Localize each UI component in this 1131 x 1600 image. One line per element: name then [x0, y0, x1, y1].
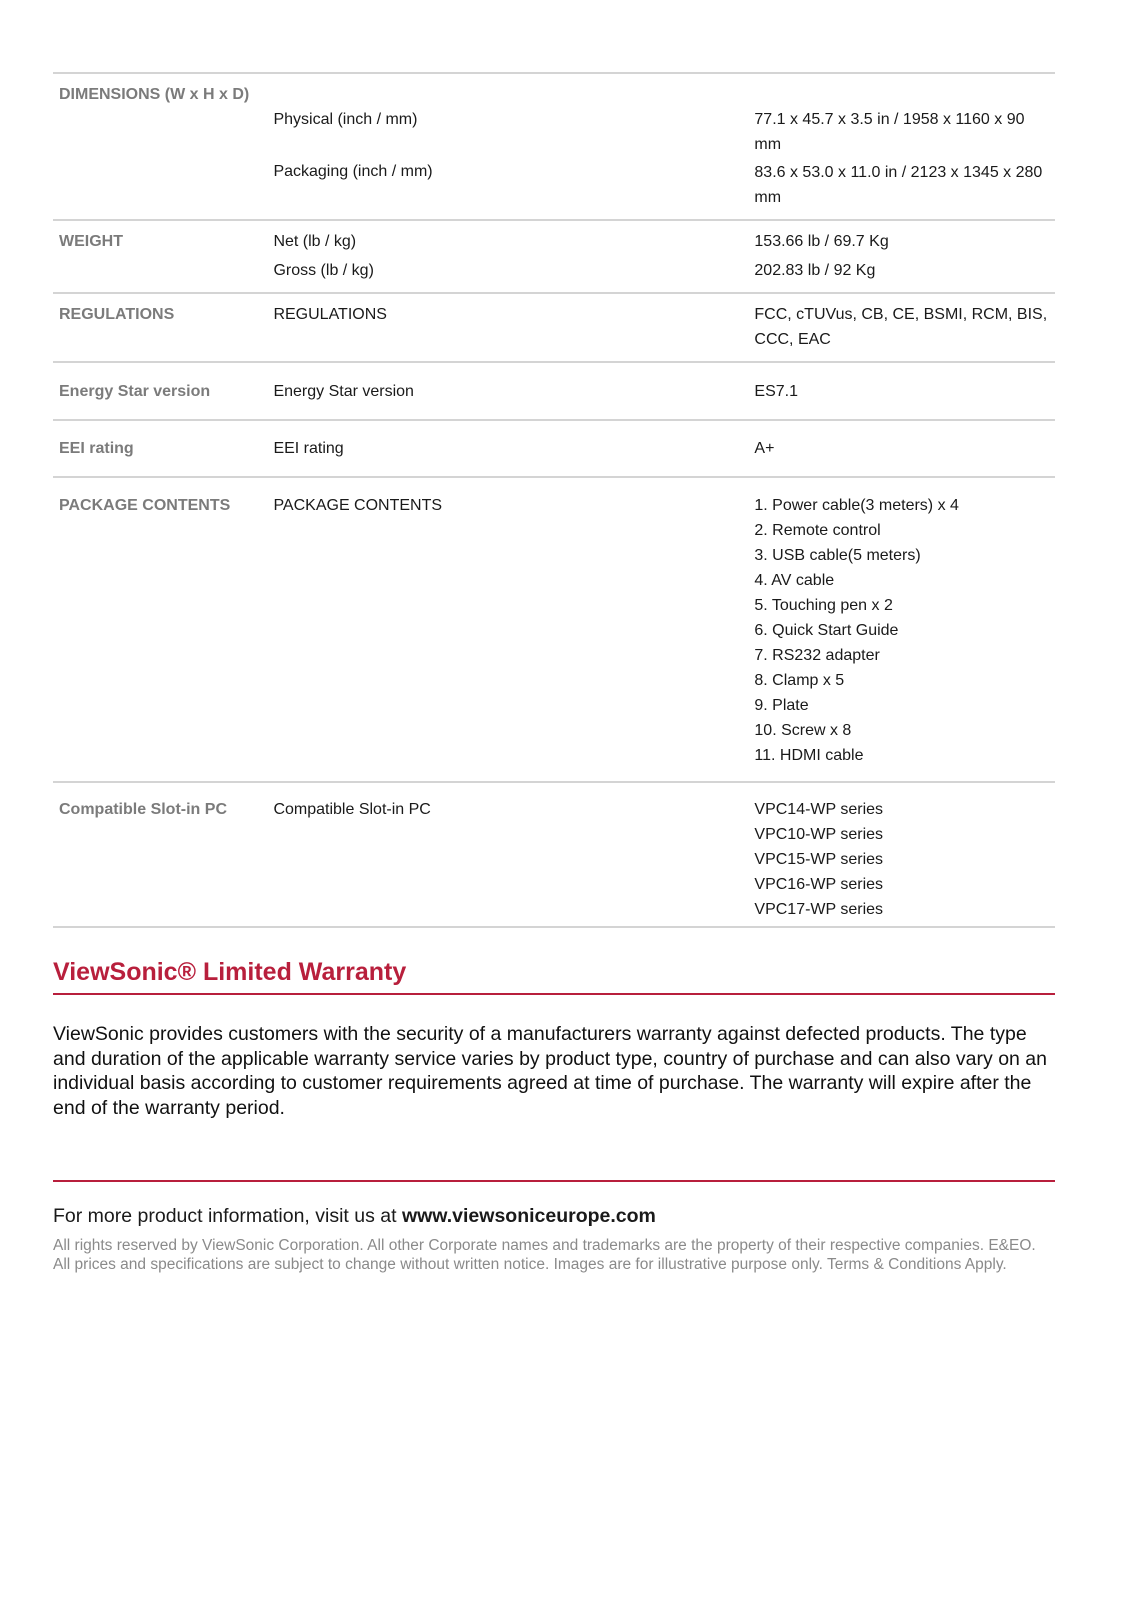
spec-value: 202.83 lb / 92 Kg: [754, 262, 876, 279]
spec-category: EEI rating: [53, 420, 273, 477]
spec-label: Energy Star version: [273, 362, 754, 420]
spec-value: ES7.1: [754, 362, 1055, 420]
footer-divider: [53, 1180, 1055, 1182]
spec-label: PACKAGE CONTENTS: [273, 477, 754, 782]
spec-category: WEIGHT: [53, 220, 273, 293]
website-link[interactable]: www.viewsoniceurope.com: [401, 1205, 656, 1227]
table-row: [53, 420, 1055, 477]
spec-label: Physical (inch / mm): [273, 111, 418, 128]
list-item: VPC15-WP series: [754, 851, 884, 868]
spec-category: PACKAGE CONTENTS: [53, 477, 273, 782]
table-row: [53, 220, 1055, 293]
spec-category: Energy Star version: [53, 362, 273, 420]
spec-value: 83.6 x 53.0 x 11.0 in / 2123 x 1345 x 280 mm: [754, 164, 1043, 206]
spec-label: Compatible Slot-in PC: [273, 782, 754, 927]
table-row: [53, 362, 1055, 420]
slot-in-pc-list: [754, 797, 1055, 922]
spec-sheet-page: [53, 72, 1055, 1274]
package-contents-list: [754, 493, 1055, 768]
legal-disclaimer: All rights reserved by ViewSonic Corporation. All other Corporate names and trademarks are the property of their respective companies. E&EO. All prices and specifications are subject to change without written notice. Images are for illustrative purpose only. Terms & Conditions Apply.: [53, 1237, 1036, 1273]
spec-value: 153.66 lb / 69.7 Kg: [754, 233, 889, 250]
list-item: 9. Plate: [754, 697, 809, 714]
list-item: 1. Power cable(3 meters) x 4: [754, 497, 959, 514]
spec-label: Gross (lb / kg): [273, 262, 374, 279]
warranty-body: ViewSonic provides customers with the security of a manufacturers warranty against defected products. The type and duration of the applicable warranty service varies by product type, country of purchase and can also vary on an individual basis according to customer requirements agreed at time of purchase. The warranty will expire after the end of the warranty period.: [53, 1023, 1047, 1119]
list-item: 6. Quick Start Guide: [754, 622, 899, 639]
spec-value: 77.1 x 45.7 x 3.5 in / 1958 x 1160 x 90 mm: [754, 111, 1025, 153]
spec-category: DIMENSIONS (W x H x D): [53, 73, 273, 220]
spec-label: Packaging (inch / mm): [273, 163, 433, 180]
table-row: [53, 73, 1055, 220]
table-row: [53, 782, 1055, 927]
spec-value: FCC, cTUVus, CB, CE, BSMI, RCM, BIS, CCC, EAC: [754, 293, 1055, 362]
spec-category: REGULATIONS: [53, 293, 273, 362]
list-item: 5. Touching pen x 2: [754, 597, 893, 614]
list-item: 7. RS232 adapter: [754, 647, 880, 664]
list-item: 8. Clamp x 5: [754, 672, 845, 689]
visit-prefix: For more product information, visit us at: [53, 1205, 402, 1227]
table-row: [53, 477, 1055, 782]
list-item: 3. USB cable(5 meters): [754, 547, 921, 564]
list-item: 11. HDMI cable: [754, 747, 864, 764]
list-item: 2. Remote control: [754, 522, 881, 539]
spec-label: REGULATIONS: [273, 293, 754, 362]
spec-label: EEI rating: [273, 420, 754, 477]
specs-table: [53, 72, 1055, 928]
spec-category: Compatible Slot-in PC: [53, 782, 273, 927]
list-item: VPC16-WP series: [754, 876, 884, 893]
list-item: 10. Screw x 8: [754, 722, 852, 739]
list-item: VPC17-WP series: [754, 901, 884, 918]
table-row: [53, 293, 1055, 362]
spec-label: Net (lb / kg): [273, 233, 357, 250]
list-item: 4. AV cable: [754, 572, 835, 589]
list-item: VPC14-WP series: [754, 801, 884, 818]
warranty-heading: ViewSonic® Limited Warranty: [53, 957, 1055, 995]
product-info-line: [53, 1204, 1055, 1228]
list-item: VPC10-WP series: [754, 826, 884, 843]
spec-value: A+: [754, 420, 1055, 477]
